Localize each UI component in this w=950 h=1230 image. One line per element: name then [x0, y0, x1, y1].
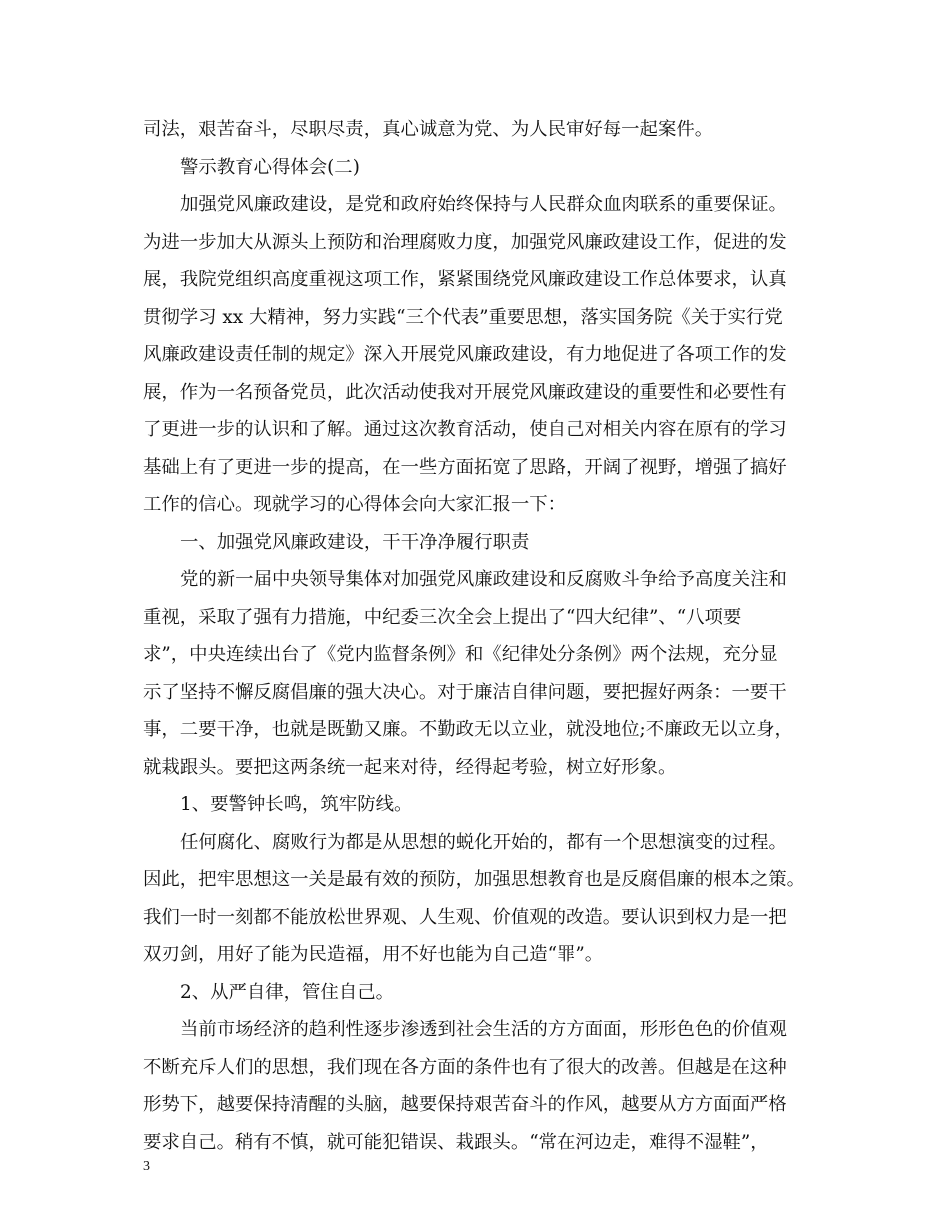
- text-line: 党的新一届中央领导集体对加强党风廉政建设和反腐败斗争给予高度关注和: [180, 569, 787, 590]
- text-line: 展，我院党组织高度重视这项工作，紧紧围绕党风廉政建设工作总体要求，认真: [143, 269, 787, 290]
- text-line: 因此，把牢思想这一关是最有效的预防，加强思想教育也是反腐倡廉的根本之策。: [143, 869, 806, 890]
- text-line: 任何腐化、腐败行为都是从思想的蜕化开始的，都有一个思想演变的过程。: [180, 831, 787, 853]
- text-line: 一、加强党风廉政建设，干干净净履行职责: [180, 531, 530, 553]
- page-number: 3: [143, 1159, 150, 1174]
- text-line: 就栽跟头。要把这两条统一起来对待，经得起考验，树立好形象。: [143, 756, 677, 778]
- text-line: 重视，采取了强有力措施，中纪委三次全会上提出了“四大纪律”、“八项要: [143, 606, 742, 628]
- text-line: 要求自己。稍有不慎，就可能犯错误、栽跟头。“常在河边走，难得不湿鞋”，: [143, 1131, 769, 1153]
- text-line: 贯彻学习 xx 大精神，努力实践“三个代表”重要思想，落实国务院《关于实行党: [143, 306, 783, 328]
- text-line: 警示教育心得体会(二): [180, 156, 360, 178]
- text-line: 1、要警钟长鸣，筑牢防线。: [180, 794, 413, 815]
- text-line: 了更进一步的认识和了解。通过这次教育活动，使自己对相关内容在原有的学习: [143, 419, 787, 440]
- text-line: 双刃剑，用好了能为民造福，用不好也能为自己造“罪”。: [143, 944, 604, 965]
- text-line: 加强党风廉政建设，是党和政府始终保持与人民群众血肉联系的重要保证。: [180, 194, 787, 215]
- text-line: 展，作为一名预备党员，此次活动使我对开展党风廉政建设的重要性和必要性有: [143, 381, 787, 403]
- text-line: 事，二要干净，也就是既勤又廉。不勤政无以立业，就没地位;不廉政无以立身，: [143, 719, 793, 740]
- text-line: 2、从严自律，管住自己。: [180, 981, 394, 1003]
- text-line: 基础上有了更进一步的提高，在一些方面拓宽了思路，开阔了视野，增强了搞好: [143, 456, 787, 478]
- text-line: 当前市场经济的趋利性逐步渗透到社会生活的方方面面，形形色色的价值观: [180, 1019, 787, 1040]
- document-body: [143, 111, 813, 1161]
- text-line: 风廉政建设责任制的规定》深入开展党风廉政建设，有力地促进了各项工作的发: [143, 344, 787, 365]
- text-line: 司法，艰苦奋斗，尽职尽责，真心诚意为党、为人民审好每一起案件。: [143, 119, 714, 140]
- text-line: 示了坚持不懈反腐倡廉的强大决心。对于廉洁自律问题，要把握好两条：一要干: [143, 681, 787, 703]
- text-line: 不断充斥人们的思想，我们现在各方面的条件也有了很大的改善。但越是在这种: [143, 1056, 787, 1078]
- text-line: 求”，中央连续出台了《党内监督条例》和《纪律处分条例》两个法规，充分显: [143, 644, 778, 665]
- text-line: 我们一时一刻都不能放松世界观、人生观、价值观的改造。要认识到权力是一把: [143, 906, 787, 928]
- text-line: 形势下，越要保持清醒的头脑，越要保持艰苦奋斗的作风，越要从方方面面严格: [143, 1094, 787, 1115]
- text-line: 为进一步加大从源头上预防和治理腐败力度，加强党风廉政建设工作，促进的发: [143, 231, 787, 253]
- text-line: 工作的信心。现就学习的心得体会向大家汇报一下：: [143, 494, 566, 515]
